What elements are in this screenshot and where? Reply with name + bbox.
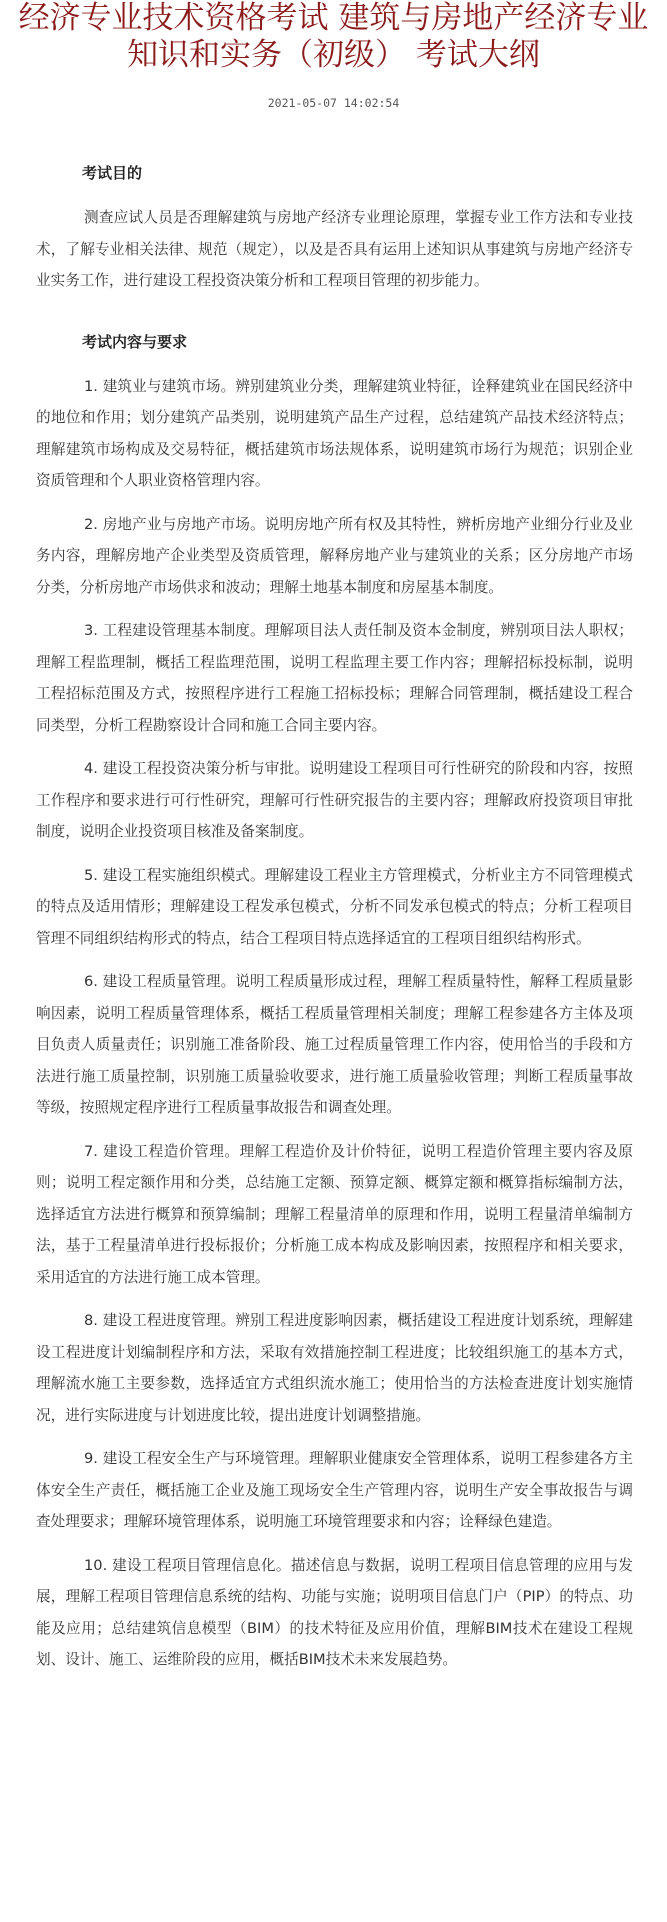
requirement-item-8: 8. 建设工程进度管理。辨别工程进度影响因素，概括建设工程进度计划系统，理解建设工程进度计划编制程序和方法，采取有效措施控制工程进度；比较组织施工的基本方式，理解流水施工主要参数，选择适宜方式组织流水施工；使用恰当的方法检查进度计划实施情况，进行实际进度与计划进度比较，提出进度计划调整措施。 xyxy=(36,1312,633,1424)
section-heading-requirements: 考试内容与要求 xyxy=(82,332,188,351)
section-heading-purpose: 考试目的 xyxy=(82,164,143,182)
purpose-paragraph: 测查应试人员是否理解建筑与房地产经济专业理论原理，掌握专业工作方法和专业技术，了解专业相关法律、规范（规定），以及是否具有运用上述知识从事建筑与房地产经济专业实务工作，进行建设工程投资决策分析和工程项目管理的初步能力。 xyxy=(36,209,633,289)
article-title: 经济专业技术资格考试 建筑与房地产经济专业知识和实务（初级） 考试大纲 xyxy=(18,0,649,73)
requirement-item-4: 4. 建设工程投资决策分析与审批。说明建设工程项目可行性研究的阶段和内容，按照工作程序和要求进行可行性研究，理解可行性研究报告的主要内容；理解政府投资项目审批制度，说明企业投资项目核准及备案制度。 xyxy=(36,760,633,840)
requirement-item-1: 1. 建筑业与建筑市场。辨别建筑业分类，理解建筑业特征，诠释建筑业在国民经济中的地位和作用；划分建筑产品类别，说明建筑产品生产过程，总结建筑产品技术经济特点；理解建筑市场构成及交易特征，概括建筑市场法规体系，说明建筑市场行为规范；识别企业资质管理和个人职业资格管理内容。 xyxy=(36,377,633,489)
publish-timestamp: 2021-05-07 14:02:54 xyxy=(267,96,400,110)
requirement-item-9: 9. 建设工程安全生产与环境管理。理解职业健康安全管理体系，说明工程参建各方主体安全生产责任，概括施工企业及施工现场安全生产管理内容，说明生产安全事故报告与调查处理要求；理解环境管理体系，说明施工环境管理要求和内容；诠释绿色建造。 xyxy=(36,1450,633,1530)
requirement-item-2: 2. 房地产业与房地产市场。说明房地产所有权及其特性，辨析房地产业细分行业及业务内容，理解房地产企业类型及资质管理，解释房地产业与建筑业的关系；区分房地产市场分类，分析房地产市场供求和波动；理解土地基本制度和房屋基本制度。 xyxy=(36,515,633,596)
requirement-item-6: 6. 建设工程质量管理。说明工程质量形成过程，理解工程质量特性，解释工程质量影响因素，说明工程质量管理体系，概括工程质量管理相关制度；理解工程参建各方主体及项目负责人质量责任；识别施工准备阶段、施工过程质量管理工作内容，使用恰当的手段和方法进行施工质量控制，识别施工质量验收要求，进行施工质量验收管理；判断工程质量事故等级，按照规定程序进行工程质量事故报告和调查处理。 xyxy=(36,973,633,1116)
article-body xyxy=(0,158,667,1676)
requirement-item-3: 3. 工程建设管理基本制度。理解项目法人责任制及资本金制度，辨别项目法人职权；理解工程监理制，概括工程监理范围，说明工程监理主要工作内容；理解招标投标制，说明工程招标范围及方式，按照程序进行工程施工招标投标；理解合同管理制，概括建设工程合同类型，分析工程勘察设计合同和施工合同主要内容。 xyxy=(36,622,633,734)
requirement-item-7: 7. 建设工程造价管理。理解工程造价及计价特征，说明工程造价管理主要内容及原则；说明工程定额作用和分类，总结施工定额、预算定额、概算定额和概算指标编制方法，选择适宜方法进行概算和预算编制；理解工程量清单的原理和作用，说明工程量清单编制方法，基于工程量清单进行投标报价；分析施工成本构成及影响因素，按照程序和相关要求，采用适宜的方法进行施工成本管理。 xyxy=(36,1142,633,1286)
requirement-item-5: 5. 建设工程实施组织模式。理解建设工程业主方管理模式，分析业主方不同管理模式的特点及适用情形；理解建设工程发承包模式，分析不同发承包模式的特点；分析工程项目管理不同组织结构形式的特点，结合工程项目特点选择适宜的工程项目组织结构形式。 xyxy=(36,866,633,947)
requirements-list xyxy=(36,371,633,1676)
requirement-item-10: 10. 建设工程项目管理信息化。描述信息与数据，说明工程项目信息管理的应用与发展，理解工程项目管理信息系统的结构、功能与实施；说明项目信息门户（PIP）的特点、功能及应用；总结建筑信息模型（BIM）的技术特征及应用价值，理解BIM技术在建设工程规划、设计、施工、运维阶段的应用，概括BIM技术未来发展趋势。 xyxy=(36,1556,633,1668)
